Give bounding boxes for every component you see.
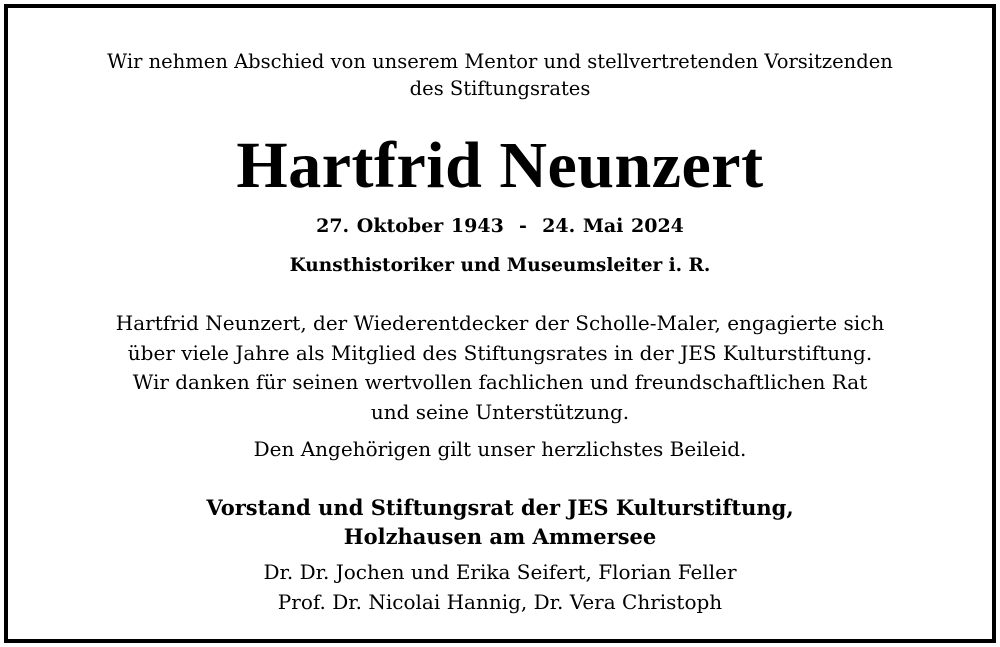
signers-name-line: Prof. Dr. Nicolai Hannig, Dr. Vera Christoph (277, 589, 723, 614)
intro-line: Wir nehmen Abschied von unserem Mentor und stellvertretenden Vorsitzenden (107, 50, 893, 73)
signers-name-line: Dr. Dr. Jochen und Erika Seifert, Florian Feller (263, 560, 737, 584)
signers-org-line: Holzhausen am Ammersee (343, 524, 657, 549)
signers-organization (8, 493, 992, 551)
tribute-text (8, 309, 992, 427)
signers-org-line: Vorstand und Stiftungsrat der JES Kulturstiftung, (206, 495, 794, 520)
condolence-text: Den Angehörigen gilt unser herzlichstes Beileid. (253, 437, 747, 461)
intro-line: des Stiftungsrates (409, 77, 591, 100)
life-dates: 27. Oktober 1943 - 24. Mai 2024 (316, 215, 684, 237)
deceased-name: Hartfrid Neunzert (236, 129, 764, 202)
intro-text (8, 48, 992, 102)
obituary-notice (4, 4, 996, 643)
tribute-line: über viele Jahre als Mitglied des Stiftungsrates in der JES Kulturstiftung. (127, 340, 873, 365)
tribute-line: Wir danken für seinen wertvollen fachlichen und freundschaftlichen Rat (132, 370, 868, 394)
profession: Kunsthistoriker und Museumsleiter i. R. (289, 255, 711, 276)
tribute-line: Hartfrid Neunzert, der Wiederentdecker der Scholle-Maler, engagierte sich (115, 311, 885, 335)
signers-names (8, 558, 992, 617)
tribute-line: und seine Unterstützung. (370, 399, 630, 424)
